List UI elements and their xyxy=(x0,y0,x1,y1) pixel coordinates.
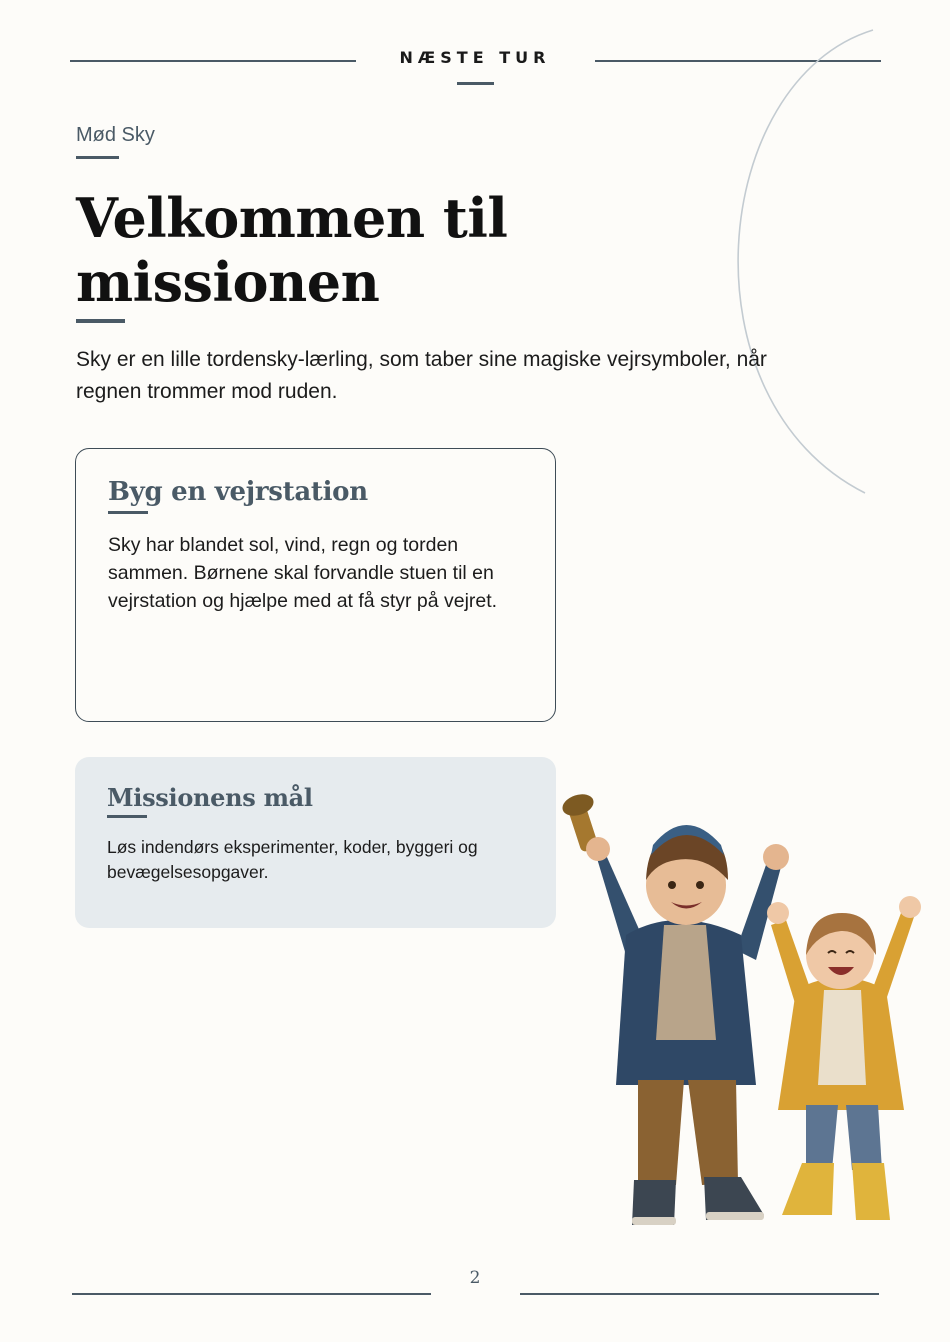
page-number: 2 xyxy=(469,1268,481,1288)
decorative-arc xyxy=(700,20,900,510)
footer-rule-left xyxy=(72,1293,431,1295)
goal-card xyxy=(75,757,556,928)
mission-card-underline xyxy=(108,511,148,514)
goal-card-body: Løs indendørs eksperimenter, koder, byggeri og bevægelsesopgaver. xyxy=(107,837,478,882)
header-tick xyxy=(457,82,494,85)
header-rule-left xyxy=(70,60,356,62)
boy-figure xyxy=(560,791,789,1225)
lead-paragraph: Sky er en lille tordensky-lærling, som taber sine magiske vejrsymboler, når regnen trommer mod ruden. xyxy=(76,348,767,403)
mission-card xyxy=(75,448,556,722)
footer-rule-right xyxy=(520,1293,879,1295)
title-underline xyxy=(76,319,125,323)
girl-figure xyxy=(767,896,921,1220)
goal-card-underline xyxy=(107,815,147,818)
mission-card-body: Sky har blandet sol, vind, regn og torden sammen. Børnene skal forvandle stuen til en vejrstation og hjælpe med at få styr på vejret. xyxy=(108,534,498,612)
section-label: NÆSTE TUR xyxy=(399,48,551,67)
kicker-underline xyxy=(76,156,119,159)
kicker-text: Mød Sky xyxy=(76,124,155,146)
cheering-kids-illustration xyxy=(556,785,936,1235)
goal-card-title: Missionens mål xyxy=(107,783,313,812)
mission-card-title: Byg en vejrstation xyxy=(108,477,368,507)
page-title: Velkommen til missionen xyxy=(76,186,508,314)
